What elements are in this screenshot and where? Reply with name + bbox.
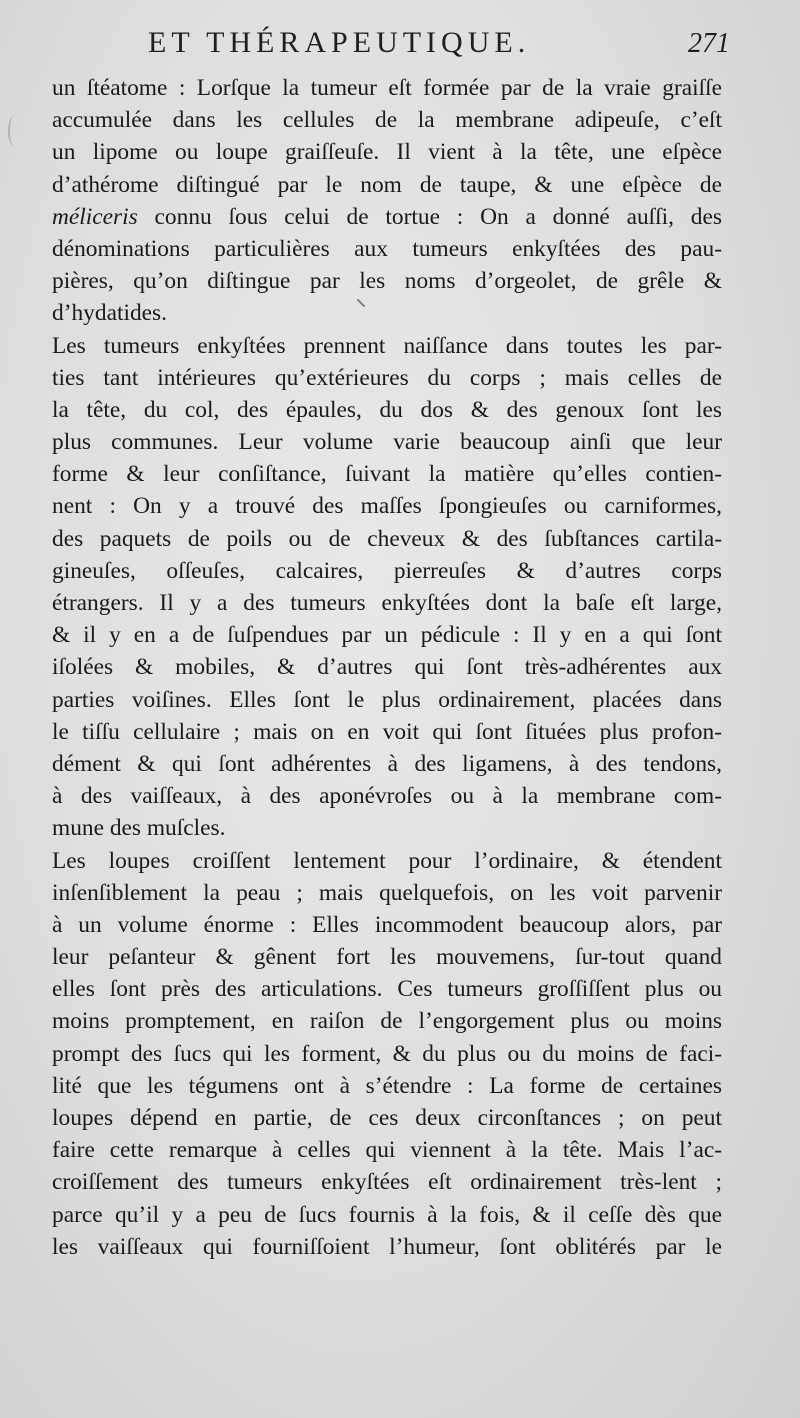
- text-line: étrangers. Il y a des tumeurs enkyſtées dont la baſe eſt large,: [52, 590, 722, 616]
- text-line: forme & leur conſiſtance, ſuivant la matière qu’elles contien-: [52, 461, 722, 488]
- text-line: Les tumeurs enkyſtées prennent naiſſance dans toutes les par-: [52, 332, 722, 359]
- running-head: ET THÉRAPEUTIQUE.: [148, 26, 531, 59]
- text-line: plus communes. Leur volume varie beaucoup ainſi que leur: [52, 429, 722, 456]
- body-text: [52, 72, 722, 1263]
- text-line: faire cette remarque à celles qui viennent à la tête. Mais l’ac-: [52, 1137, 722, 1164]
- text-line: pières, qu’on diſtingue par les noms d’orgeolet, de grêle &: [52, 268, 722, 295]
- text-line: mune des muſcles.: [52, 815, 226, 842]
- text-line: d’hydatides.: [52, 300, 167, 327]
- margin-pen-mark: [8, 116, 20, 146]
- text-line: moins promptement, en raiſon de l’engorgement plus ou moins: [52, 1008, 722, 1035]
- text-line: parties voiſines. Elles ſont le plus ordinairement, placées dans: [52, 686, 722, 713]
- text-line: Les loupes croiſſent lentement pour l’ordinaire, & étendent: [52, 847, 722, 874]
- text-line: les vaiſſeaux qui fourniſſoient l’humeur, ſont oblitérés par le: [52, 1233, 722, 1260]
- text-line: nent : On y a trouvé des maſſes ſpongieuſes ou carniformes,: [52, 493, 722, 520]
- italic-term: méliceris: [52, 203, 138, 230]
- text-line: à un volume énorme : Elles incommodent beaucoup alors, par: [52, 911, 722, 938]
- text-line: dénominations particulières aux tumeurs enkyſtées des pau-: [52, 235, 722, 262]
- text-line: méliceris connu ſous celui de tortue : On a donné auſſi, des: [52, 203, 722, 230]
- text-line: iſolées & mobiles, & d’autres qui ſont très-adhérentes aux: [52, 654, 722, 681]
- text-line: elles ſont près des articulations. Ces tumeurs groſſiſſent plus ou: [52, 976, 722, 1003]
- text-line: accumulée dans les cellules de la membrane adipeuſe, c’eſt: [52, 107, 722, 134]
- page-header: [148, 26, 730, 66]
- text-line: parce qu’il y a peu de ſucs fournis à la fois, & il ceſſe dès que: [52, 1201, 722, 1228]
- text-line: & il y en a de ſuſpendues par un pédicule : Il y en a qui ſont: [52, 622, 722, 649]
- text-line: un ſtéatome : Lorſque la tumeur eſt formée par de la vraie graiſſe: [52, 75, 722, 101]
- text-line: un lipome ou loupe graiſſeuſe. Il vient à la tête, une eſpèce: [52, 139, 722, 166]
- text-line: inſenſiblement la peau ; mais quelquefois, on les voit parvenir: [52, 879, 722, 906]
- text-line: lité que les tégumens ont à s’étendre : La forme de certaines: [52, 1072, 722, 1099]
- page-number: 271: [688, 28, 730, 59]
- text-line: loupes dépend en partie, de ces deux circonſtances ; on peut: [52, 1105, 722, 1131]
- text-line: leur peſanteur & gênent fort les mouvemens, ſur-tout quand: [52, 944, 722, 971]
- text-line: croiſſement des tumeurs enkyſtées eſt ordinairement très-lent ;: [52, 1169, 722, 1196]
- text-line: gineuſes, oſſeuſes, calcaires, pierreuſes & d’autres corps: [52, 557, 722, 584]
- text-line: ties tant intérieures qu’extérieures du corps ; mais celles de: [52, 364, 722, 391]
- text-line: d’athérome diſtingué par le nom de taupe, & une eſpèce de: [52, 171, 722, 198]
- text-line: des paquets de poils ou de cheveux & des ſubſtances cartila-: [52, 525, 722, 552]
- text-line: à des vaiſſeaux, à des aponévroſes ou à la membrane com-: [52, 783, 722, 810]
- text-line: prompt des ſucs qui les forment, & du plus ou du moins de faci-: [52, 1040, 722, 1067]
- text-line: le tiſſu cellulaire ; mais on en voit qui ſont ſituées plus profon-: [52, 718, 722, 745]
- text-line: la tête, du col, des épaules, du dos & des genoux ſont les: [52, 396, 722, 423]
- text-line: dément & qui ſont adhérentes à des ligamens, à des tendons,: [52, 750, 722, 777]
